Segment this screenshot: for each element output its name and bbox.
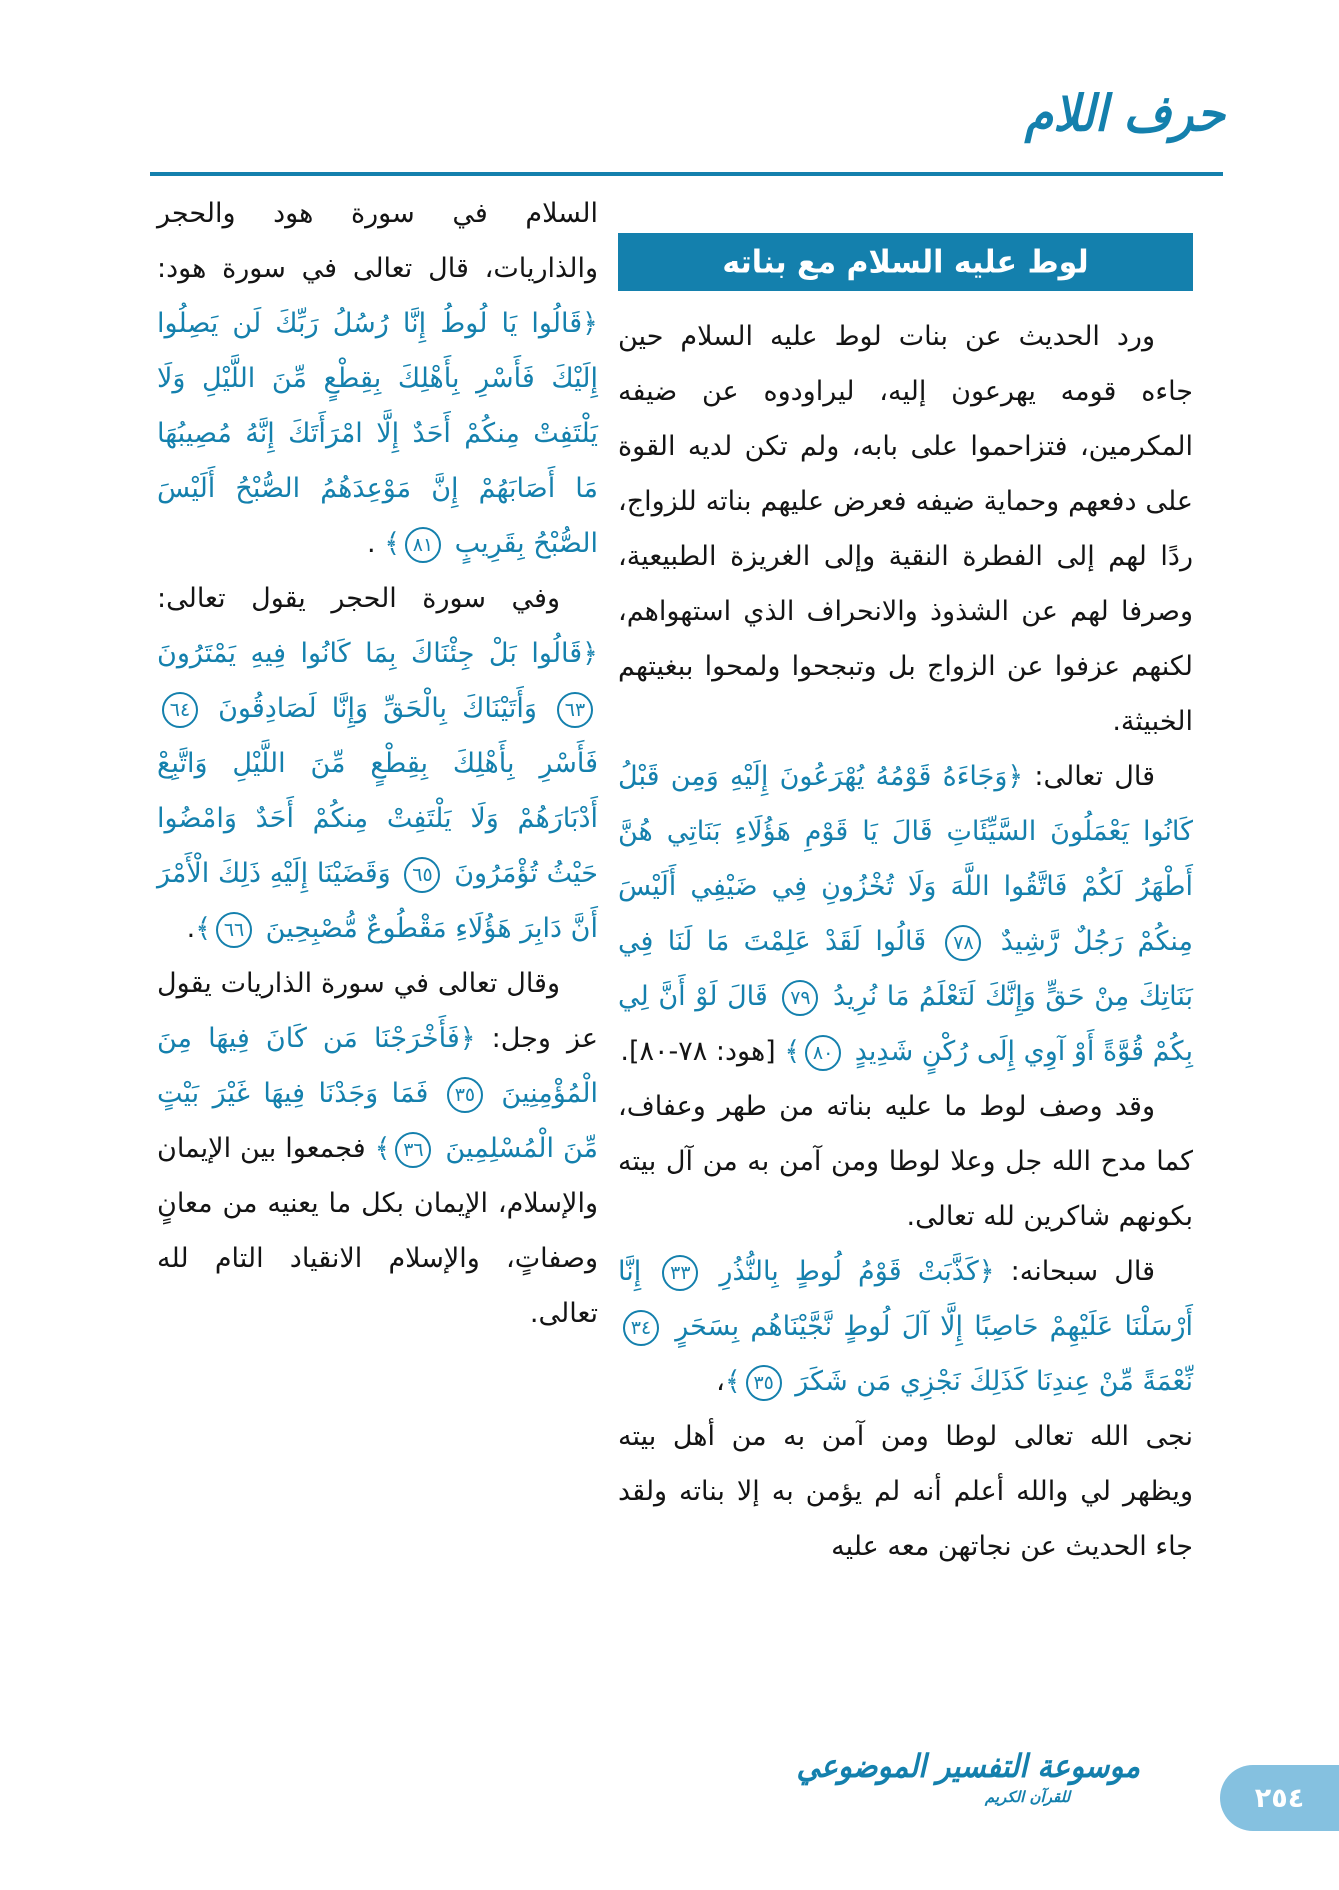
quran-text: ﴿قَالُوا يَا لُوطُ إِنَّا رُسُلُ رَبِّكَ لَن يَصِلُوا إِلَيْكَ فَأَسْرِ بِأَهْلِكَ بِقِطْعٍ مِّنَ اللَّيْلِ وَلَا يَلْتَفِتْ مِنكُمْ أَحَدٌ إِلَّا امْرَأَتَكَ إِنَّهُ مُصِيبُهَا مَا أَصَابَهُمْ إِنَّ مَوْعِدَهُمُ الصُّبْحُ أَلَيْسَ الصُّبْحُ بِقَرِيبٍ (157, 308, 598, 559)
paragraph (618, 1079, 1193, 1244)
ayah-number: ٣٦ (395, 1132, 431, 1168)
body-text: نجى الله تعالى لوطا ومن آمن به من أهل بيته ويظهر لي والله أعلم أنه لم يؤمن به إلا بناته ولقد جاء الحديث عن نجاتهن معه عليه (618, 1421, 1193, 1562)
header-divider-line (150, 172, 1223, 176)
quran-text: فَأَسْرِ بِأَهْلِكَ بِقِطْعٍ مِّنَ اللَّيْلِ وَاتَّبِعْ أَدْبَارَهُمْ وَلَا يَلْتَفِتْ مِنكُمْ أَحَدٌ وَامْضُوا حَيْثُ تُؤْمَرُونَ (157, 748, 598, 889)
ayah-number: ٦٥ (404, 857, 440, 893)
ayah-number: ٣٤ (623, 1310, 659, 1346)
body-text: قال تعالى: (1023, 761, 1155, 792)
quran-text: ﴾ (195, 913, 212, 944)
section-title-box (618, 233, 1193, 291)
ayah-number: ٧٩ (782, 980, 818, 1016)
ayah-number: ٣٥ (746, 1365, 782, 1401)
quran-text: وَقَضَيْنَا إِلَيْهِ ذَلِكَ الْأَمْرَ أَنَّ دَابِرَ هَؤُلَاءِ مَقْطُوعٌ مُّصْبِحِينَ (157, 858, 598, 944)
quran-verse-block (618, 749, 1193, 1079)
quran-text: نِّعْمَةً مِّنْ عِندِنَا كَذَلِكَ نَجْزِي مَن شَكَرَ (786, 1366, 1193, 1397)
section-title: لوط عليه السلام مع بناته (722, 243, 1089, 281)
body-text: السلام في سورة هود والحجر والذاريات، قال تعالى في سورة هود: (157, 198, 598, 284)
body-text: . (367, 528, 385, 559)
ayah-number: ٨٠ (805, 1035, 841, 1071)
quran-verse-block (157, 571, 598, 956)
quran-text: ﴾ (724, 1366, 741, 1397)
right-column (618, 186, 1193, 1574)
body-text: ، (716, 1366, 725, 1397)
quran-verse-block (618, 1244, 1193, 1409)
quran-text: قَالُوا لَقَدْ عَلِمْتَ مَا لَنَا فِي بَنَاتِكَ مِنْ حَقٍّ وَإِنَّكَ لَتَعْلَمُ مَا نُرِيدُ (618, 926, 1193, 1012)
body-text: وقد وصف لوط ما عليه بناته من طهر وعفاف، كما مدح الله جل وعلا لوطا ومن آمن به من آل بيته بكونهم شاكرين لله تعالى. (618, 1091, 1193, 1232)
quran-text: ﴾ (384, 528, 401, 559)
quran-text: ﴿كَذَّبَتْ قَوْمُ لُوطٍ بِالنُّذُرِ (703, 1256, 995, 1287)
quran-text: ﴿قَالُوا بَلْ جِئْنَاكَ بِمَا كَانُوا فِيهِ يَمْتَرُونَ (157, 638, 598, 669)
body-text: . (186, 913, 196, 944)
body-text: فجمعوا بين الإيمان والإسلام، الإيمان بكل ما يعنيه من معانٍ وصفاتٍ، والإسلام الانقياد التام لله تعالى. (157, 1133, 598, 1329)
quran-text: ﴾ (775, 1036, 801, 1067)
ayah-number: ٦٣ (557, 692, 593, 728)
ayah-number: ٣٣ (662, 1255, 698, 1291)
quran-verse-block (157, 186, 598, 571)
publisher-logo-subtitle: للقرآن الكريم (984, 1788, 1071, 1807)
quran-verse-block (157, 956, 598, 1341)
body-text: وفي سورة الحجر يقول تعالى: (157, 583, 560, 614)
page-number-badge (1220, 1765, 1339, 1831)
publisher-logo-title: موسوعة التفسير الموضوعي (796, 1747, 1140, 1785)
quran-text: ﴿فَأَخْرَجْنَا مَن كَانَ فِيهَا مِنَ الْمُؤْمِنِينَ (157, 1023, 598, 1109)
paragraph (618, 1409, 1193, 1574)
page-number: ٢٥٤ (1254, 1782, 1305, 1814)
quran-text: وَأَتَيْنَاكَ بِالْحَقِّ وَإِنَّا لَصَادِقُونَ (203, 693, 552, 724)
left-column (157, 186, 598, 1574)
publisher-logo (796, 1747, 1140, 1807)
quran-text: فَمَا وَجَدْنَا فِيهَا غَيْرَ بَيْتٍ مِّنَ الْمُسْلِمِينَ (157, 1078, 598, 1164)
ayah-number: ٦٤ (162, 692, 198, 728)
body-text: وقال تعالى في سورة الذاريات يقول عز وجل: (157, 968, 598, 1054)
quran-text: إِنَّا أَرْسَلْنَا عَلَيْهِمْ حَاصِبًا إِلَّا آلَ لُوطٍ نَّجَّيْنَاهُم بِسَحَرٍ (618, 1256, 1193, 1342)
ayah-number: ٣٥ (447, 1077, 483, 1113)
quran-text: ﴾ (374, 1133, 391, 1164)
page-columns (157, 186, 1193, 1574)
ayah-number: ٧٨ (945, 925, 981, 961)
chapter-heading: حرف اللام (1024, 83, 1225, 143)
quran-text: قَالَ لَوْ أَنَّ لِي بِكُمْ قُوَّةً أَوْ آوِي إِلَى رُكْنٍ شَدِيدٍ (618, 981, 1193, 1067)
quran-text: ﴿وَجَاءَهُ قَوْمُهُ يُهْرَعُونَ إِلَيْهِ وَمِن قَبْلُ كَانُوا يَعْمَلُونَ السَّيِّئَاتِ قَالَ يَا قَوْمِ هَؤُلَاءِ بَنَاتِي هُنَّ أَطْهَرُ لَكُمْ فَاتَّقُوا اللَّهَ وَلَا تُخْزُونِ فِي ضَيْفِي أَلَيْسَ مِنكُمْ رَجُلٌ رَّشِيدٌ (618, 761, 1193, 957)
ayah-number: ٦٦ (216, 912, 252, 948)
body-text: [هود: ٧٨-٨٠]. (620, 1036, 776, 1067)
paragraph (618, 309, 1193, 749)
body-text: قال سبحانه: (994, 1256, 1156, 1287)
ayah-number: ٨١ (405, 527, 441, 563)
body-text: ورد الحديث عن بنات لوط عليه السلام حين جاءه قومه يهرعون إليه، ليراودوه عن ضيفه المكرمين، فتزاحموا على بابه، ولم تكن لديه القوة على دفعهم وحماية ضيفه فعرض عليهم بناته للزواج، ردًا لهم إلى الفطرة النقية وإلى الغريزة الطبيعية، وصرفا لهم عن الشذوذ والانحراف الذي استهواهم، لكنهم عزفوا عن الزواج بل وتبجحوا ولمحوا ببغيتهم الخبيثة. (618, 321, 1193, 737)
